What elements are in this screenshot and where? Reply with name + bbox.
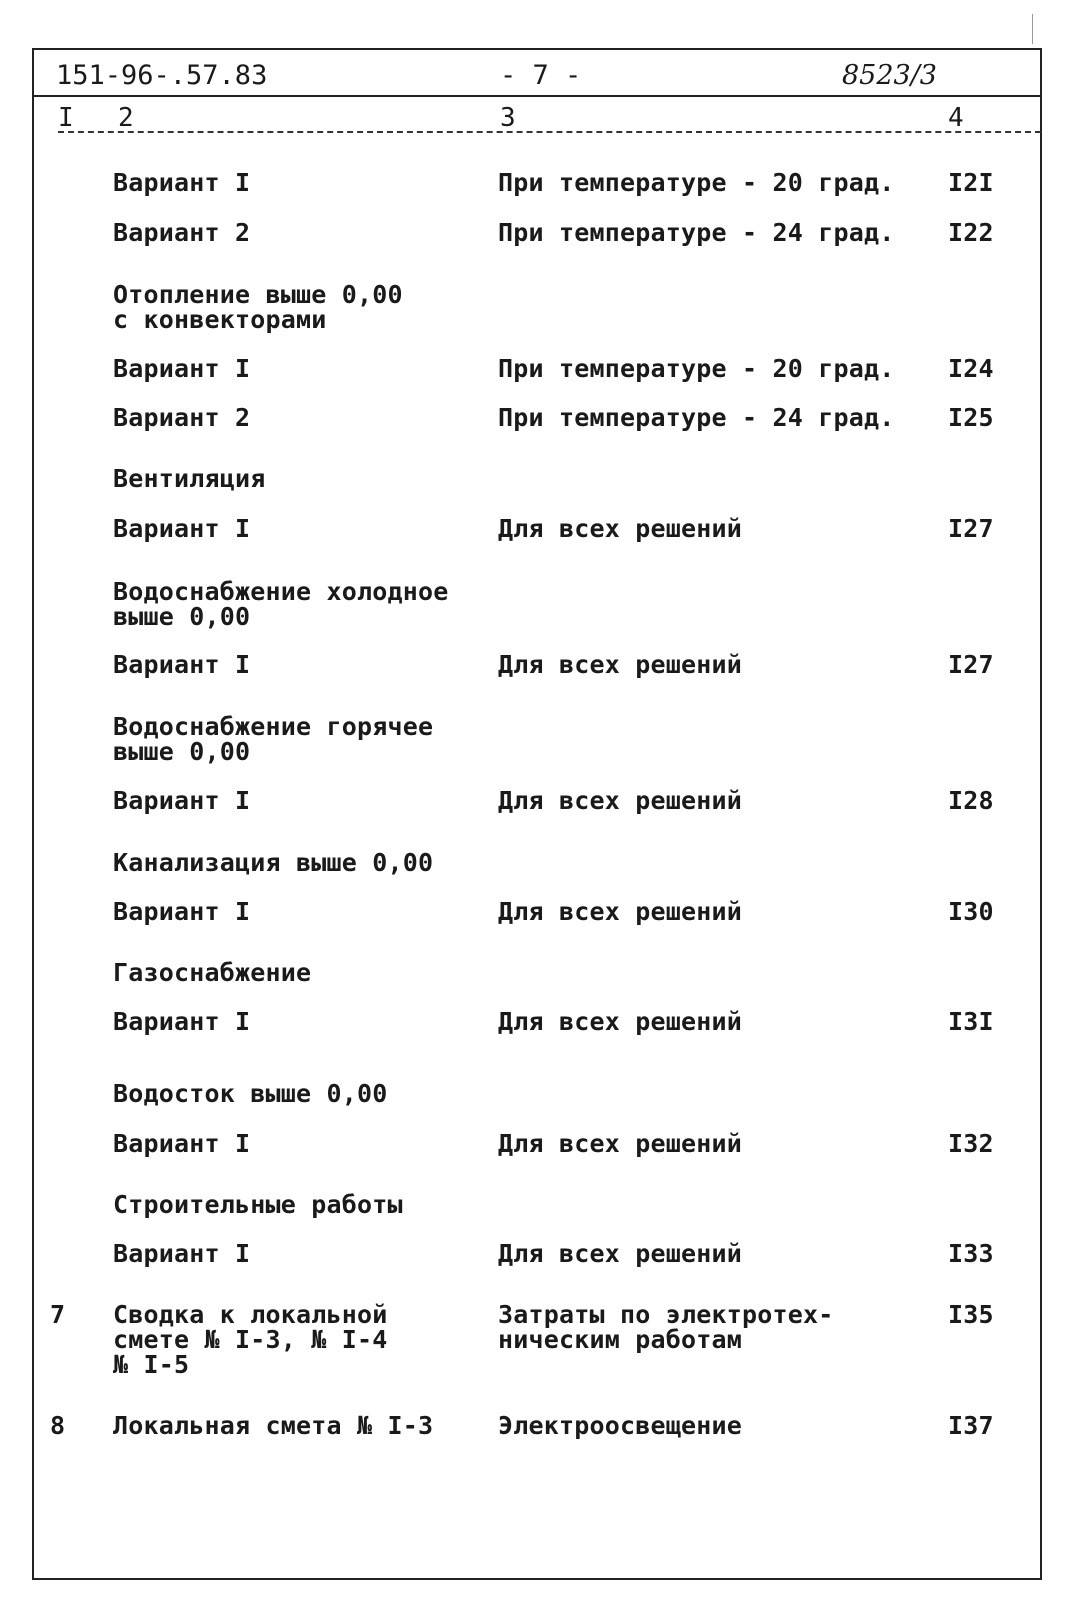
- table-cell-c4: I30: [948, 897, 994, 926]
- table-cell-c4: I37: [948, 1411, 994, 1440]
- table-cell-c2: Водоснабжение горячее выше 0,00: [113, 712, 434, 766]
- table-cell-c1: 8: [50, 1411, 66, 1440]
- table-cell-c2: Водосток выше 0,00: [113, 1079, 388, 1108]
- table-cell-c4: I35: [948, 1300, 994, 1329]
- table-cell-c4: I25: [948, 403, 994, 432]
- table-cell-c2: Вариант I: [113, 1129, 251, 1158]
- table-cell-c2: Вариант 2: [113, 403, 251, 432]
- table-cell-c2: Вентиляция: [113, 464, 266, 493]
- table-cell-c2: Вариант I: [113, 168, 251, 197]
- column-number-1: I: [58, 103, 74, 133]
- table-cell-c2: Водоснабжение холодное выше 0,00: [113, 577, 449, 631]
- table-cell-c3: Для всех решений: [498, 514, 743, 543]
- table-cell-c2: Вариант I: [113, 897, 251, 926]
- table-cell-c2: Вариант I: [113, 1239, 251, 1268]
- table-cell-c2: Сводка к локальной смете № I-3, № I-4 № I-5: [113, 1300, 388, 1379]
- table-cell-c3: Для всех решений: [498, 1007, 743, 1036]
- table-cell-c2: Вариант I: [113, 650, 251, 679]
- page-number: - 7 -: [500, 60, 582, 91]
- table-cell-c2: Вариант I: [113, 786, 251, 815]
- table-cell-c2: Отопление выше 0,00 с конвекторами: [113, 280, 403, 334]
- table-cell-c2: Вариант I: [113, 514, 251, 543]
- table-cell-c2: Строительные работы: [113, 1190, 403, 1219]
- table-cell-c2: Канализация выше 0,00: [113, 848, 434, 877]
- table-cell-c3: При температуре - 20 град.: [498, 354, 895, 383]
- table-cell-c3: Электроосвещение: [498, 1411, 743, 1440]
- edge-mark: [1032, 14, 1033, 44]
- table-cell-c4: I33: [948, 1239, 994, 1268]
- table-cell-c3: Для всех решений: [498, 786, 743, 815]
- table-cell-c3: При температуре - 24 град.: [498, 403, 895, 432]
- table-cell-c4: I27: [948, 514, 994, 543]
- table-cell-c3: Для всех решений: [498, 650, 743, 679]
- table-cell-c1: 7: [50, 1300, 66, 1329]
- table-cell-c2: Вариант I: [113, 354, 251, 383]
- table-cell-c4: I3I: [948, 1007, 994, 1036]
- table-cell-c2: Вариант I: [113, 1007, 251, 1036]
- table-cell-c4: I27: [948, 650, 994, 679]
- table-cell-c2: Вариант 2: [113, 218, 251, 247]
- column-header-rule: [58, 131, 1041, 133]
- table-cell-c2: Локальная смета № I-3: [113, 1411, 434, 1440]
- table-cell-c4: I24: [948, 354, 994, 383]
- column-number-2: 2: [118, 103, 134, 133]
- header-rule: [34, 95, 1040, 97]
- table-cell-c4: I2I: [948, 168, 994, 197]
- table-cell-c3: Затраты по электротех- ническим работам: [498, 1300, 834, 1354]
- table-cell-c3: При температуре - 20 град.: [498, 168, 895, 197]
- column-number-4: 4: [948, 103, 964, 133]
- table-cell-c4: I28: [948, 786, 994, 815]
- table-cell-c3: Для всех решений: [498, 897, 743, 926]
- doc-number: 8523/3: [842, 60, 937, 91]
- table-cell-c3: Для всех решений: [498, 1129, 743, 1158]
- table-cell-c4: I32: [948, 1129, 994, 1158]
- table-cell-c3: При температуре - 24 град.: [498, 218, 895, 247]
- column-number-3: 3: [500, 103, 516, 133]
- table-cell-c2: Газоснабжение: [113, 958, 312, 987]
- doc-code: 151-96-.57.83: [56, 60, 268, 91]
- table-cell-c4: I22: [948, 218, 994, 247]
- table-cell-c3: Для всех решений: [498, 1239, 743, 1268]
